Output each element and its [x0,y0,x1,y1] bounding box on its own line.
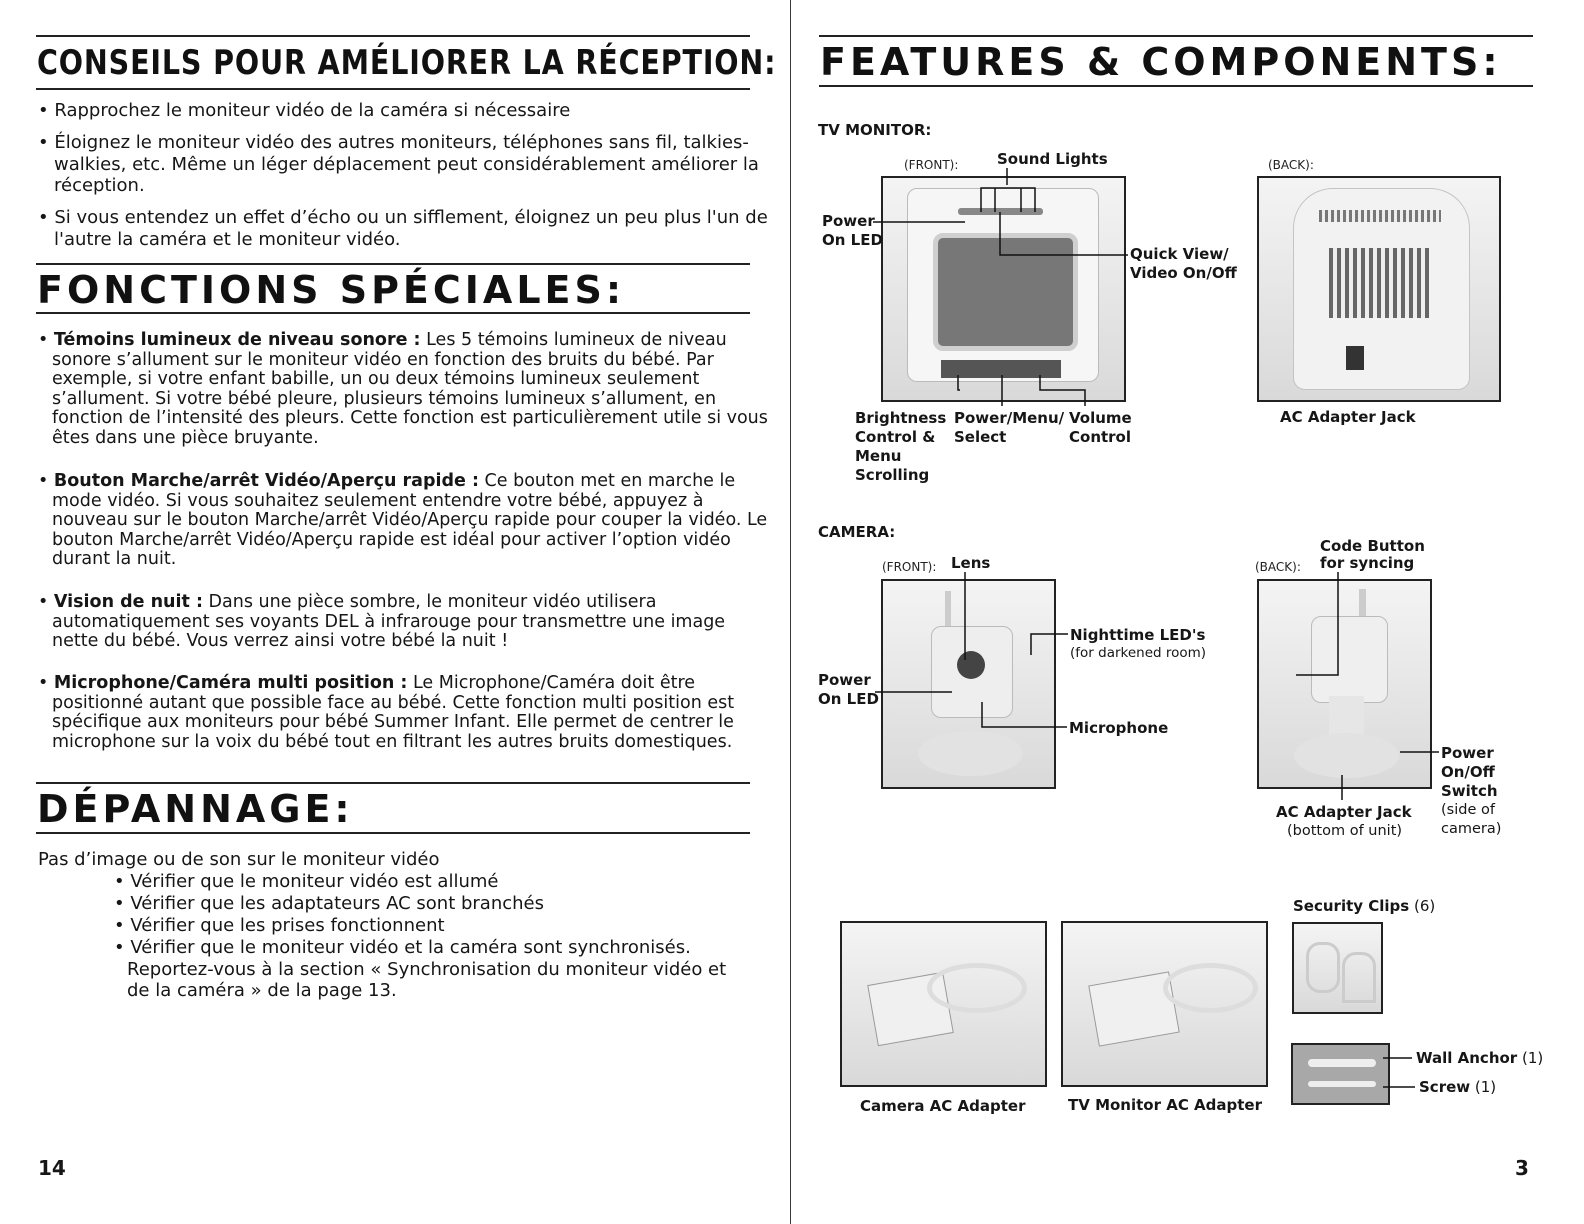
leader-line [981,188,1035,212]
feature-item: • Vision de nuit : Dans une pièce sombre, le moniteur vidéo utilisera automatiquement ses voyants DEL à infrarouge pour transmettre une image nette du bébé. Vous verrez ainsi votre bébé la nuit ! [38,592,726,652]
tv-adapter-label: TV Monitor AC Adapter [1068,1096,1262,1114]
feature-item: • Témoins lumineux de niveau sonore : Les 5 témoins lumineux de niveau sonore s’allument sur le moniteur vidéo en fonction des bruits du bébé. Par exemple, si votre enfant babille, un ou deux témoins lumineux seulement s’allument. Si votre bébé pleure, plusieurs témoins lumineux s’allument, en fonction de l’intensité des pleurs. Cette fonction est particulièrement utile si vous êtes dans une pièce bruyante. [38,330,768,448]
tv-ac-jack-label: AC Adapter Jack [1280,408,1416,426]
leader-line [982,702,1067,727]
camera-adapter-label: Camera AC Adapter [860,1097,1026,1115]
tv-monitor-title: TV MONITOR: [818,121,932,139]
leader-line [958,375,960,390]
power-switch-label: Power On/Off Switch [1441,744,1498,800]
troubleshooting-item: • Vérifier que le moniteur vidéo est allumé [114,871,499,892]
screw-label: Screw (1) [1419,1078,1497,1096]
leader-line [1040,375,1085,406]
back-label: (BACK): [1255,560,1301,574]
camera-ac-jack-sub: (bottom of unit) [1287,823,1403,839]
troubleshooting-intro: Pas d’image ou de son sur le moniteur vidéo [38,849,440,870]
page-number: 3 [1515,1156,1529,1180]
page-number: 14 [38,1156,66,1180]
camera-ac-jack-label: AC Adapter Jack [1276,803,1412,821]
power-switch-sub: (side of camera) [1441,802,1502,837]
security-clips-label: Security Clips (6) [1293,897,1436,915]
nighttime-led-label: Nighttime LED's [1070,626,1206,644]
sound-lights-label: Sound Lights [997,150,1108,168]
front-label: (FRONT): [904,158,959,172]
camera-power-led-label: Power On LED [818,671,879,708]
leader-line [1000,212,1128,255]
nighttime-led-sub: (for darkened room) [1070,645,1207,661]
code-button-label: Code Button for syncing [1320,537,1425,572]
features-heading: FONCTIONS SPÉCIALES: [37,268,626,312]
microphone-label: Microphone [1069,719,1169,737]
troubleshooting-item: • Vérifier que le moniteur vidéo et la caméra sont synchronisés. Reportez-vous à la section « Synchronisation du moniteur vidéo et de la caméra » de la page 13. [114,937,727,1001]
back-label: (BACK): [1268,158,1314,172]
feature-item: • Bouton Marche/arrêt Vidéo/Aperçu rapide : Ce bouton met en marche le mode vidéo. Si vous souhaitez seulement entendre votre bébé, appuyez à nouveau sur le bouton Marche/arrêt Vidéo/Aperçu rapide pour couper la vidéo. Le bouton Marche/arrêt Vidéo/Aperçu rapide est idéal pour activer l’option vidéo durant la nuit. [38,471,768,570]
tv-power-led-label: Power On LED [822,212,883,249]
leader-line [1031,634,1068,655]
components-heading: FEATURES & COMPONENTS: [820,40,1502,84]
lens-label: Lens [951,554,991,572]
camera-title: CAMERA: [818,523,896,541]
troubleshooting-heading: DÉPANNAGE: [37,787,354,831]
tip-item: • Rapprochez le moniteur vidéo de la caméra si nécessaire [38,100,571,121]
front-label: (FRONT): [882,560,937,574]
troubleshooting-item: • Vérifier que les adaptateurs AC sont branchés [114,893,545,914]
wall-anchor-label: Wall Anchor (1) [1416,1049,1544,1067]
volume-label: Volume Control [1069,409,1132,446]
quick-view-label: Quick View/ Video On/Off [1130,245,1237,282]
tip-item: • Si vous entendez un effet d’écho ou un sifflement, éloignez un peu plus l'un de l'autre la caméra et le moniteur vidéo. [38,207,768,250]
brightness-label: Brightness Control & Menu Scrolling [855,409,947,484]
troubleshooting-item: • Vérifier que les prises fonctionnent [114,915,445,936]
power-menu-label: Power/Menu/ Select [954,409,1065,446]
feature-item: • Microphone/Caméra multi position : Le Microphone/Caméra doit être positionné autant que possible face au bébé. Cette fonction multi position est spécifique aux moniteurs pour bébé Summer Infant. Elle permet de centrer le microphone sur la voix du bébé tout en filtrant les autres bruits domestiques. [38,673,735,752]
tip-item: • Éloignez le moniteur vidéo des autres moniteurs, téléphones sans fil, talkies-walkies, etc. Même un léger déplacement peut considérablement améliorer la réception. [38,132,759,196]
tips-heading: CONSEILS POUR AMÉLIORER LA RÉCEPTION: [37,43,777,83]
leader-line [1296,572,1338,675]
